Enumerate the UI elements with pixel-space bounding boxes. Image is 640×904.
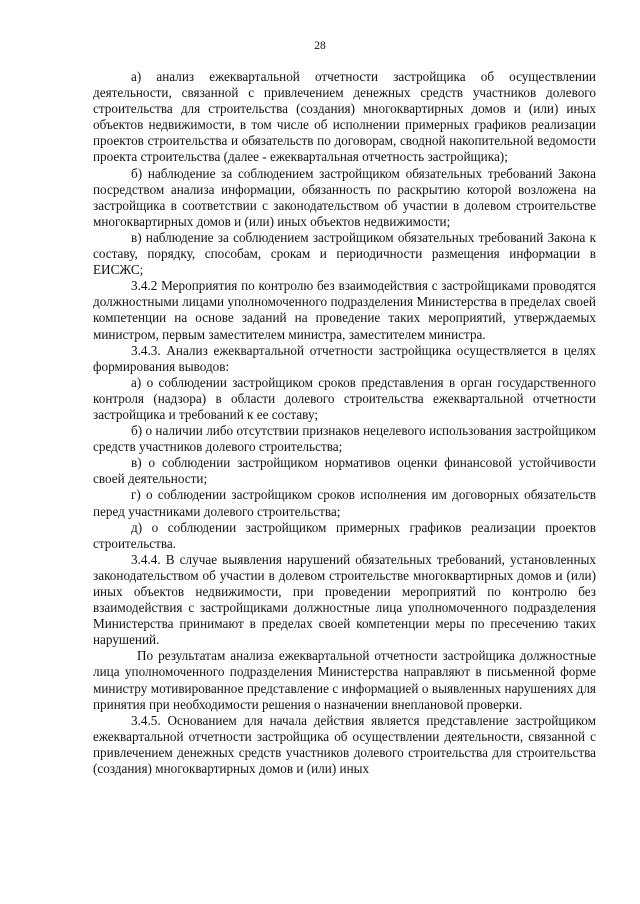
paragraph-3-4-3-b: б) о наличии либо отсутствии признаков нецелевого использования застройщиком средств участников долевого строительства; [93,423,596,455]
paragraph-v-observation-eisjs: в) наблюдение за соблюдением застройщиком обязательных требований Закона к составу, порядку, способам, срокам и периодичности размещения информации в ЕИСЖС; [93,229,596,278]
paragraph-analysis-results: По результатам анализа ежеквартальной отчетности застройщика должностные лица уполномоченного подразделения Министерства направляют в письменной форме министру мотивированное представление с информацией о выявленных нарушениях для принятия при необходимости решения о назначении внеплановой проверки. [93,648,596,712]
paragraph-3-4-3: 3.4.3. Анализ ежеквартальной отчетности застройщика осуществляется в целях формирования выводов: [93,342,596,374]
paragraph-3-4-3-v: в) о соблюдении застройщиком нормативов оценки финансовой устойчивости своей деятельности; [93,455,596,487]
paragraph-3-4-3-d: д) о соблюдении застройщиком примерных графиков реализации проектов строительства. [93,519,596,551]
document-body [93,69,596,777]
paragraph-b-observation: б) наблюдение за соблюдением застройщиком обязательных требований Закона посредством анализа информации, обязанность по раскрытию которой возложена на застройщика в соответствии с законодательством об участии в долевом строительстве многоквартирных домов и (или) иных объектов недвижимости; [93,165,596,229]
paragraph-a-analysis: а) анализ ежеквартальной отчетности застройщика об осуществлении деятельности, связанной с привлечением денежных средств участников долевого строительства для строительства (создания) многоквартирных домов и (или) иных объектов недвижимости, в том числе об исполнении примерных графиков реализации проектов строительства и обязательств по договорам, сводной накопительной ведомости проекта строительства (далее - ежеквартальная отчетность застройщика); [93,69,596,165]
paragraph-3-4-3-g: г) о соблюдении застройщиком сроков исполнения им договорных обязательств перед участниками долевого строительства; [93,487,596,519]
paragraph-3-4-4: 3.4.4. В случае выявления нарушений обязательных требований, установленных законодательством об участии в долевом строительстве многоквартирных домов и (или) иных объектов недвижимости, при проведении мероприятий по контролю без взаимодействия с застройщиками должностные лица уполномоченного подразделения Министерства принимают в пределах своей компетенции меры по пресечению таких нарушений. [93,551,596,648]
page-number: 28 [314,40,326,52]
paragraph-3-4-2: 3.4.2 Мероприятия по контролю без взаимодействия с застройщиками проводятся должностными лицами уполномоченного подразделения Министерства в пределах своей компетенции на основе заданий на проведение таких мероприятий, утверждаемых министром, первым заместителем министра, заместителем министра. [93,278,596,342]
paragraph-3-4-5: 3.4.5. Основанием для начала действия является представление застройщиком ежеквартальной отчетности застройщика об осуществлении деятельности, связанной с привлечением денежных средств участников долевого строительства для строительства (создания) многоквартирных домов и (или) иных [93,712,596,777]
paragraph-3-4-3-a: а) о соблюдении застройщиком сроков представления в орган государственного контроля (надзора) в области долевого строительства ежеквартальной отчетности застройщика и требований к ее составу; [93,374,596,422]
